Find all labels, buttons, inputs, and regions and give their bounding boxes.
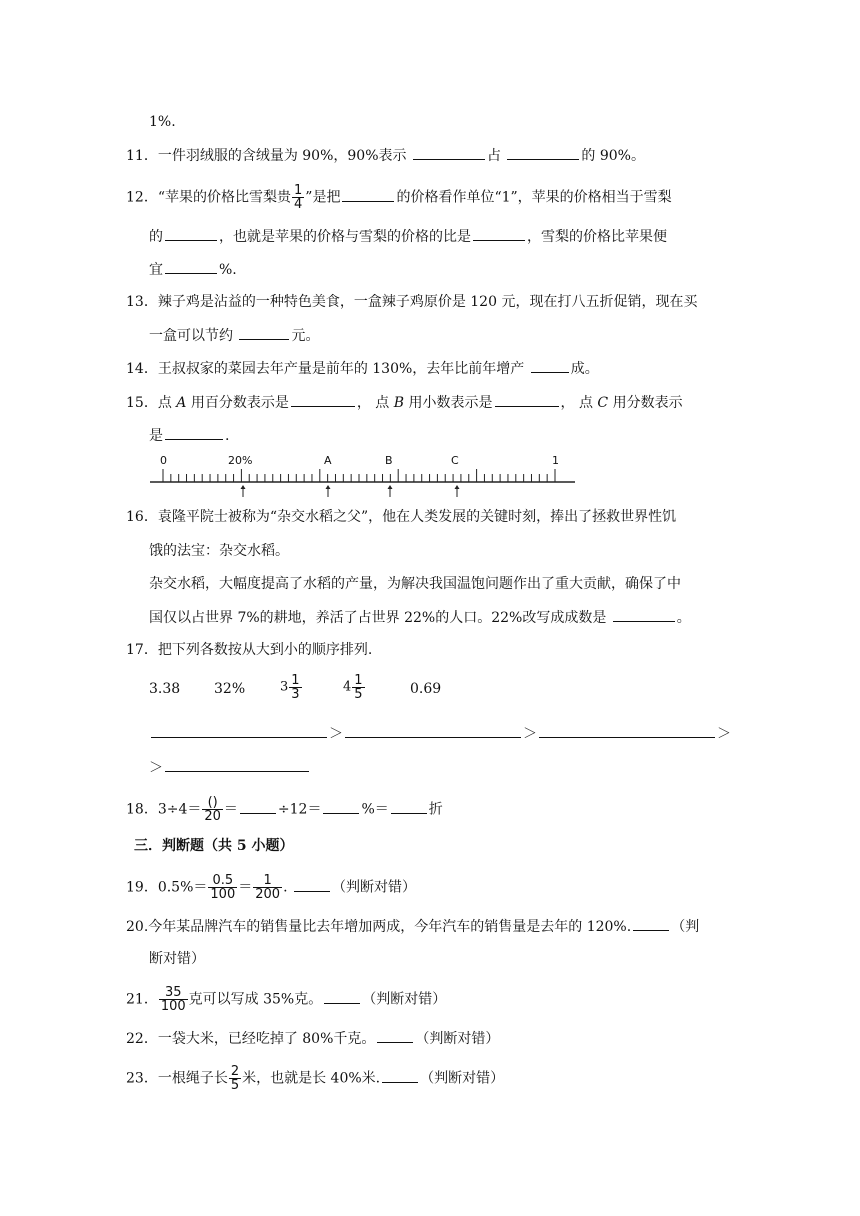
q17-answer-line-2	[149, 757, 311, 778]
q22-text-b: （判断对错）	[415, 1031, 500, 1047]
q19-fraction-2	[253, 874, 282, 901]
q17-number-3-38: 3.38	[149, 681, 181, 697]
q23-frac-den: 5	[230, 1078, 240, 1093]
q15-text-d: 用小数表示是	[408, 395, 493, 411]
q11-text-b: 占	[486, 148, 501, 164]
question-14	[126, 358, 599, 379]
q21-frac-den: 100	[160, 999, 186, 1014]
q17-number-32pct: 32%	[214, 681, 246, 697]
q12-text-g: 宜	[149, 262, 163, 278]
question-23	[126, 1065, 504, 1092]
q15-text-h: .	[225, 428, 230, 444]
section-3-heading: 三．判断题（共 5 小题）	[134, 838, 294, 854]
q19-text-c: .	[283, 879, 288, 896]
q18-text-d: %＝	[361, 801, 389, 818]
q19-text-b: ＝	[238, 879, 253, 896]
q13-text-b: 一盒可以节约	[149, 328, 233, 344]
q15-point-b: B	[393, 395, 405, 411]
q15-blank-1[interactable]	[291, 392, 355, 407]
question-13-line-1	[126, 292, 697, 312]
q16-text-d: 国仅以占世界 7%的耕地，养活了占世界 22%的人口。22%改写成成数是	[149, 610, 607, 626]
q13-blank[interactable]	[239, 325, 289, 340]
q23-text-b: 米，也就是长 40%米.	[242, 1070, 381, 1087]
q12-blank-3[interactable]	[473, 226, 525, 241]
q10-tail: 1%.	[149, 114, 176, 130]
q21-number: 21．	[126, 991, 158, 1008]
q16-text-a: 袁隆平院士被称为“杂交水稻之父”，他在人类发展的关键时刻，捧出了拯救世界性饥	[157, 509, 677, 525]
q15-blank-3[interactable]	[165, 425, 223, 440]
q20-number: 20.	[126, 919, 149, 935]
q23-frac-num: 2	[230, 1064, 240, 1079]
q19-f1-den: 100	[210, 887, 236, 902]
q12-blank-4[interactable]	[165, 259, 217, 274]
q11-blank-1[interactable]	[413, 145, 485, 160]
q17-blank-1[interactable]	[151, 723, 327, 738]
q19-f2-num: 1	[253, 874, 282, 888]
question-12-line-1	[126, 184, 672, 211]
q18-frac-den: 20	[204, 809, 221, 824]
q12-text-f: ，雪梨的价格比苹果便	[527, 229, 667, 245]
q18-text-e: 折	[428, 801, 443, 818]
question-21	[126, 986, 446, 1013]
q21-text-b: （判断对错）	[362, 991, 447, 1008]
q15-blank-2[interactable]	[495, 392, 559, 407]
q12-text-e: ，也就是苹果的价格与雪梨的价格的比是	[219, 229, 471, 245]
q13-number: 13．	[126, 294, 158, 310]
q19-text-d: （判断对错）	[331, 879, 416, 896]
q18-blank-2[interactable]	[323, 799, 359, 814]
q21-frac-num: 35	[159, 986, 188, 1000]
ruler-arrow-head	[455, 485, 460, 489]
q15-text-a: 点	[157, 395, 172, 411]
q17-mixed-1-num: 1	[291, 673, 300, 688]
q17-mixed-2-int: 4	[343, 679, 352, 695]
q12-frac-den: 4	[294, 197, 303, 212]
q15-point-a: A	[176, 395, 187, 411]
q18-number: 18．	[126, 801, 158, 818]
question-17-title	[126, 640, 372, 660]
q17-text-a: 把下列各数按从大到小的顺序排列.	[157, 642, 373, 658]
q17-mixed-1-den: 3	[291, 687, 300, 702]
ruler-arrow-head	[241, 485, 246, 489]
q22-text-a: 一袋大米，已经吃掉了 80%千克。	[157, 1031, 376, 1047]
q14-number: 14．	[126, 361, 158, 377]
question-12-line-3	[149, 259, 237, 280]
q16-text-e: 。	[676, 610, 691, 626]
q11-text-c: 的 90%。	[581, 148, 645, 164]
ruler-label-c: C	[451, 454, 459, 467]
q17-gt-4: ＞	[149, 760, 163, 776]
q15-number: 15．	[126, 395, 158, 411]
q17-blank-3[interactable]	[539, 723, 715, 738]
ruler-label-a: A	[324, 454, 332, 467]
question-16-line-4	[149, 607, 691, 628]
q21-blank[interactable]	[324, 989, 360, 1004]
q16-number: 16．	[126, 509, 158, 525]
q17-mixed-2-frac	[352, 674, 364, 701]
q11-number: 11．	[126, 148, 158, 164]
q18-text-b: ＝	[223, 801, 238, 818]
question-22	[126, 1028, 499, 1049]
q17-blank-2[interactable]	[345, 723, 521, 738]
q17-mixed-2-num: 1	[354, 673, 363, 688]
ruler-label-zero: 0	[160, 454, 167, 467]
question-15-line-2	[149, 425, 229, 446]
q19-fraction-1	[208, 874, 237, 901]
ruler-svg	[150, 452, 575, 500]
question-11	[126, 145, 645, 166]
q17-mixed-1	[280, 674, 303, 701]
q23-number: 23．	[126, 1070, 158, 1087]
q18-fraction	[202, 796, 223, 823]
q17-mixed-1-frac	[289, 674, 301, 701]
q14-text-a: 王叔叔家的菜园去年产量是前年的 130%，去年比前年增产	[157, 361, 525, 377]
question-20-line-1	[126, 916, 699, 937]
question-16-line-1	[126, 507, 676, 527]
q12-frac-num: 1	[294, 183, 303, 198]
question-15-line-1	[126, 392, 683, 413]
question-16-line-3: 杂交水稻，大幅度提高了水稻的产量，为解决我国温饱问题作出了重大贡献，确保了中	[149, 576, 681, 592]
q20-text-b: （判	[671, 919, 700, 935]
q15-text-g: 是	[149, 428, 163, 444]
q16-blank[interactable]	[613, 607, 675, 622]
q19-f1-num: 0.5	[208, 874, 237, 888]
q21-text-a: 克可以写成 35%克。	[188, 991, 323, 1008]
q12-text-h: %.	[219, 262, 237, 278]
q23-fraction	[229, 1065, 241, 1092]
q18-frac-num: ()	[202, 796, 223, 810]
q23-blank[interactable]	[382, 1068, 418, 1083]
q17-number-0-69: 0.69	[410, 681, 442, 697]
q23-text-a: 一根绳子长	[157, 1070, 228, 1087]
q12-blank-1[interactable]	[342, 187, 394, 202]
q20-blank[interactable]	[633, 916, 669, 931]
q23-text-c: （判断对错）	[420, 1070, 505, 1087]
question-19	[126, 874, 416, 901]
q19-number: 19．	[126, 879, 158, 896]
q17-answer-line-1	[149, 723, 731, 744]
q18-blank-3[interactable]	[391, 799, 427, 814]
q12-text-a: “苹果的价格比雪梨贵	[157, 189, 291, 206]
ruler-arrow-head	[326, 485, 331, 489]
q12-blank-2[interactable]	[165, 226, 217, 241]
ruler-arrow-head	[388, 485, 393, 489]
q18-text-c: ÷12＝	[277, 801, 322, 818]
question-13-line-2	[149, 325, 319, 346]
q21-fraction	[159, 986, 188, 1013]
q19-text-a: 0.5%＝	[157, 879, 208, 896]
q17-mixed-2	[343, 674, 366, 701]
q12-text-b: ”是把	[305, 189, 341, 206]
q18-text-a: 3÷4＝	[157, 801, 202, 818]
q15-point-c: C	[597, 395, 609, 411]
ruler-label-one: 1	[552, 454, 559, 467]
ruler-label-20pct: 20%	[228, 454, 253, 467]
q15-text-c: ， 点	[356, 395, 390, 411]
ruler-label-b: B	[385, 454, 393, 467]
q18-blank-1[interactable]	[240, 799, 276, 814]
q15-text-e: ， 点	[560, 395, 593, 411]
q14-text-b: 成。	[570, 361, 599, 377]
q13-text-c: 元。	[291, 328, 320, 344]
q17-mixed-2-den: 5	[354, 687, 363, 702]
q22-blank[interactable]	[377, 1028, 413, 1043]
question-12-line-2	[149, 226, 667, 247]
q17-number: 17．	[126, 642, 158, 658]
q19-blank[interactable]	[294, 877, 330, 892]
q12-number: 12．	[126, 189, 158, 206]
q17-blank-4[interactable]	[165, 757, 309, 772]
q15-text-f: 用分数表示	[612, 395, 683, 411]
question-20-line-2: 断对错）	[149, 951, 205, 967]
q17-gt-3: ＞	[717, 726, 731, 742]
question-16-line-2: 饿的法宝：杂交水稻。	[149, 543, 289, 559]
q12-text-c: 的价格看作单位“1”，苹果的价格相当于雪梨	[396, 189, 672, 206]
q12-text-d: 的	[149, 229, 163, 245]
q17-mixed-1-int: 3	[280, 679, 289, 695]
q15-text-b: 用百分数表示是	[190, 395, 289, 411]
number-line-figure	[150, 452, 575, 500]
question-18	[126, 796, 443, 823]
q17-gt-2: ＞	[523, 726, 537, 742]
q13-text-a: 辣子鸡是沾益的一种特色美食，一盒辣子鸡原价是 120 元，现在打八五折促销，现在买	[157, 294, 698, 310]
q11-blank-2[interactable]	[507, 145, 579, 160]
q11-text-a: 一件羽绒服的含绒量为 90%，90%表示	[157, 148, 407, 164]
q12-fraction	[292, 184, 304, 211]
q19-f2-den: 200	[255, 887, 281, 902]
q22-number: 22．	[126, 1031, 158, 1047]
q17-gt-1: ＞	[329, 726, 343, 742]
q14-blank[interactable]	[531, 358, 569, 373]
q20-text-a: 今年某品牌汽车的销售量比去年增加两成，今年汽车的销售量是去年的 120%.	[148, 919, 632, 935]
